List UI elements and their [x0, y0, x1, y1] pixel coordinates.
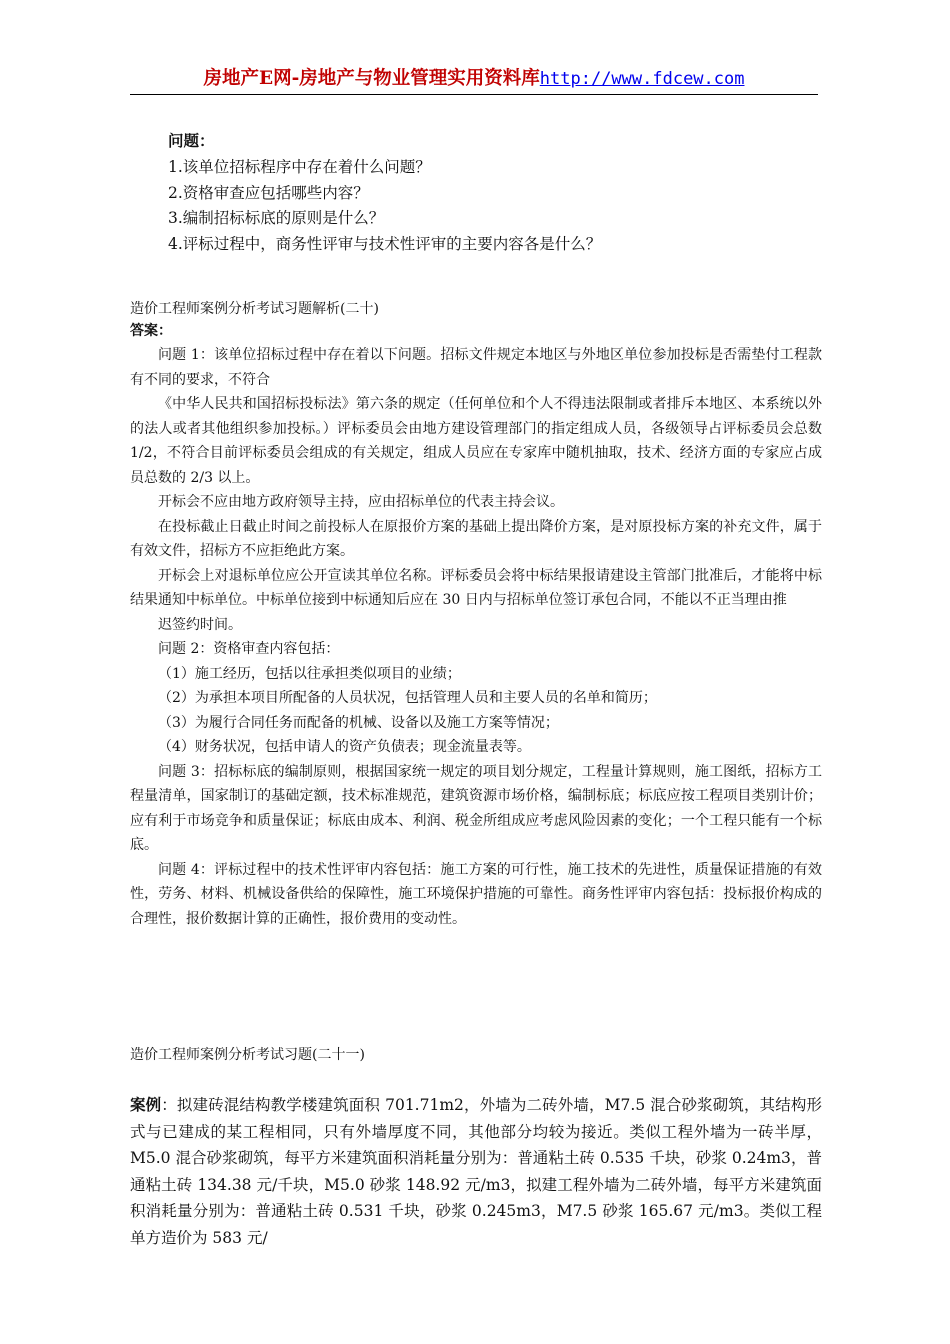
question-item: 3.编制招标标底的原则是什么？ [168, 209, 385, 227]
questions-title: 问题： [168, 131, 215, 150]
answer-paragraph: 问题 4：评标过程中的技术性评审内容包括：施工方案的可行性，施工技术的先进性，质量保证措施的有效性，劳务、材料、机械设备供给的保障性，施工环境保护措施的可靠性。商务性评审内容包括：投标报价构成的合理性，报价数据计算的正确性，报价费用的变动性。 [130, 861, 822, 927]
list-item: （3）为履行合同任务而配备的机械、设备以及施工方案等情况； [158, 714, 559, 731]
list-item: （2）为承担本项目所配备的人员状况，包括管理人员和主要人员的名单和简历； [158, 690, 657, 706]
next-section-heading [130, 1044, 822, 1066]
question-item: 4.评标过程中，商务性评审与技术性评审的主要内容各是什么？ [168, 234, 602, 253]
answer-paragraph: 问题 1：该单位招标过程中存在着以下问题。招标文件规定本地区与外地区单位参加投标是否需垫付工程款有不同的要求，不符合 [130, 347, 822, 388]
questions-block [168, 129, 808, 257]
answer-section-title: 造价工程师案例分析考试习题解析(二十) [130, 301, 379, 317]
answer-section [130, 298, 822, 931]
case-paragraph [130, 1092, 822, 1251]
question-item: 1.该单位招标程序中存在着什么问题？ [168, 158, 431, 176]
answer-paragraph: 问题 3：招标标底的编制原则，根据国家统一规定的项目划分规定，工程量计算规则，施工图纸，招标方工程量清单，国家制订的基础定额，技术标准规范，建筑资源市场价格，编制标底；标底应按工程项目类别计价；应有利于市场竞争和质量保证；标底由成本、利润、税金所组成应考虑风险因素的变化；一个工程只能有一个标底。 [130, 763, 822, 853]
case-label: 案例 [130, 1095, 162, 1114]
answer-paragraph: 迟签约时间。 [158, 616, 242, 633]
answer-paragraph: 开标会上对退标单位应公开宣读其单位名称。评标委员会将中标结果报请建设主管部门批准后，才能将中标结果通知中标单位。中标单位接到中标通知后应在 30 日内与招标单位签订承包合同，不能以不正当理由推 [130, 567, 822, 608]
list-item: （1）施工经历，包括以往承担类似项目的业绩； [158, 665, 461, 682]
answer-paragraph: 《中华人民共和国招标投标法》第六条的规定（任何单位和个人不得违法限制或者排斥本地区、本系统以外的法人或者其他组织参加投标。）评标委员会由地方建设管理部门的指定组成人员，各级领导占评标委员会总数 1/2，不符合目前评标委员会组成的有关规定，组成人员应在专家库中随机抽取，技术、经济方面的专家应占成员总数的 2/3 以上。 [130, 396, 822, 486]
site-brand: 房地产E网-房地产与物业管理实用资料库 [203, 68, 540, 89]
page-header [130, 66, 818, 95]
answer-paragraph: 问题 2：资格审查内容包括： [158, 641, 340, 657]
question-item: 2.资格审查应包括哪些内容？ [168, 183, 369, 202]
answer-paragraph: 开标会不应由地方政府领导主持，应由招标单位的代表主持会议。 [158, 494, 564, 510]
next-section-title: 造价工程师案例分析考试习题(二十一) [130, 1047, 365, 1063]
site-url-link[interactable]: http://www.fdcew.com [539, 69, 745, 89]
list-item: （4）财务状况，包括申请人的资产负债表；现金流量表等。 [158, 739, 531, 755]
case-text: ：拟建砖混结构教学楼建筑面积 701.71m2，外墙为二砖外墙，M7.5 混合砂浆砌筑，其结构形式与已建成的某工程相同，只有外墙厚度不同，其他部分均较为接近。类似工程外墙为一砖半厚，M5.0 混合砂浆砌筑，每平方米建筑面积消耗量分别为：普通粘土砖 0.535 千块，砂浆 0.24m3，普通粘土砖 134.38 元/千块，M5.0 砂浆 148.92 元/m3，拟建工程外墙为二砖外墙，每平方米建筑面积消耗量分别为：普通粘土砖 0.531 千块，砂浆 0.245m3，M7.5 砂浆 165.67 元/m3。类似工程单方造价为 583 元/ [130, 1096, 822, 1247]
answer-label: 答案： [130, 323, 172, 339]
answer-paragraph: 在投标截止日截止时间之前投标人在原报价方案的基础上提出降价方案，是对原投标方案的补充文件，属于有效文件，招标方不应拒绝此方案。 [130, 518, 822, 559]
